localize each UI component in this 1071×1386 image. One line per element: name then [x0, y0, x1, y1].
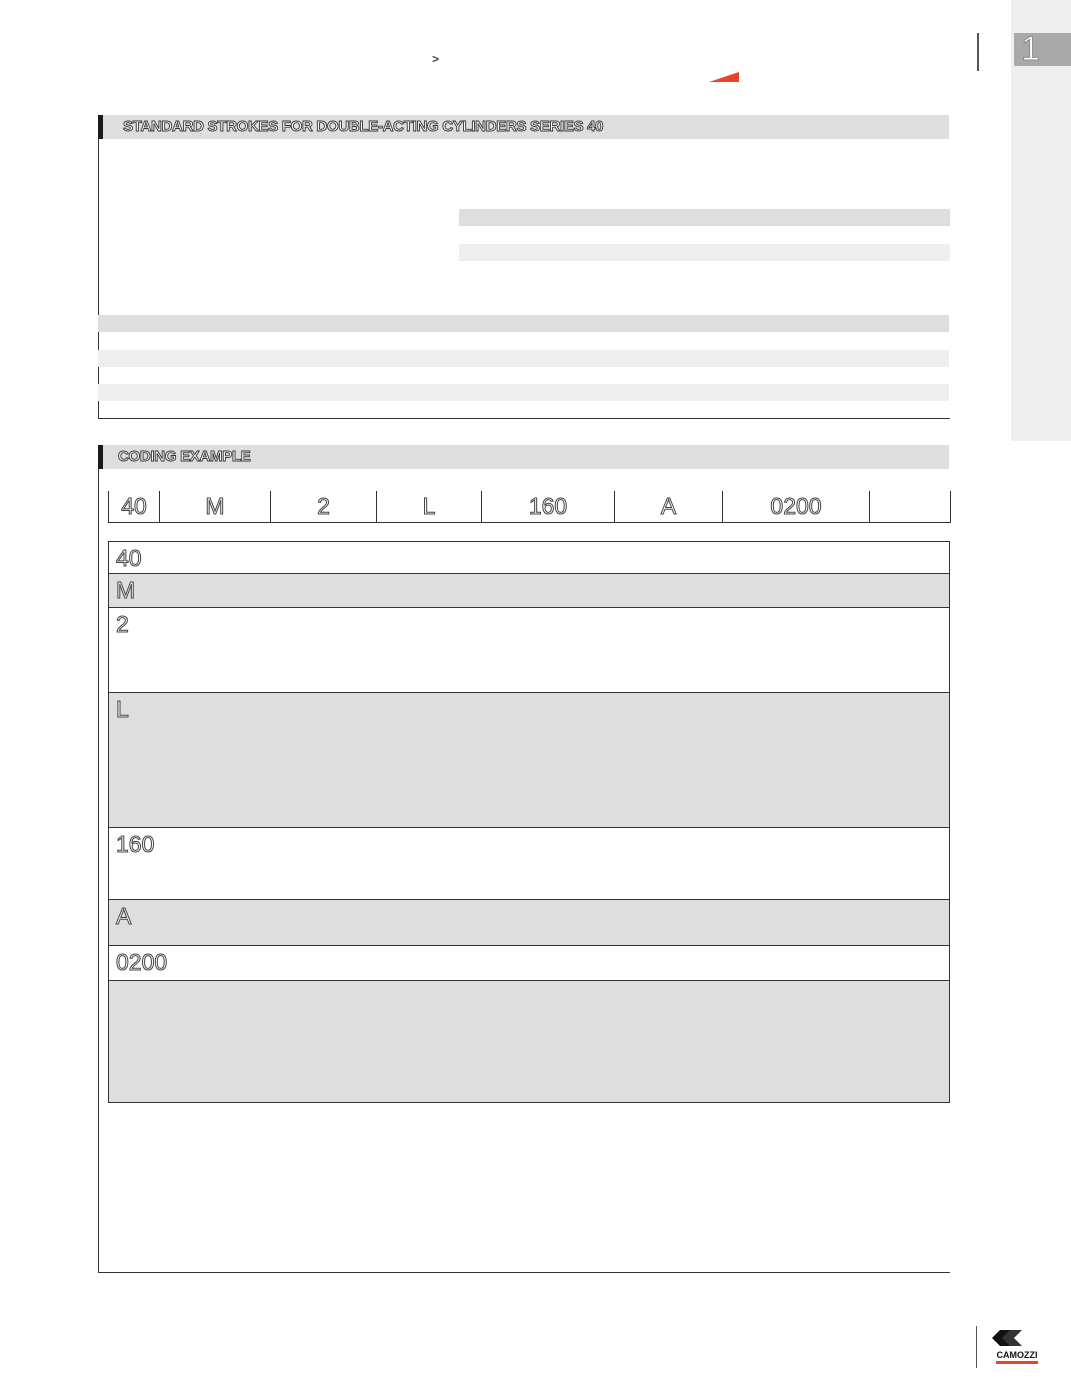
coding-row: [109, 693, 949, 828]
coding-explanation-table: [108, 541, 950, 1103]
strokes-wide-row-band-2: [98, 384, 949, 401]
logo-brand-text: CAMOZZI: [996, 1350, 1038, 1360]
code-cell-series: 40: [109, 491, 160, 522]
chapter-number: 1: [1021, 30, 1040, 68]
section-coding-marker: [98, 445, 103, 469]
strokes-wide-row-band-1: [98, 350, 949, 367]
header-divider: [977, 33, 979, 71]
strokes-table-header-band: [459, 209, 950, 226]
coding-row-code: 0200: [116, 949, 168, 975]
strokes-frame-bottom: [98, 418, 950, 419]
strokes-frame-left: [98, 139, 99, 419]
coding-row: [109, 574, 949, 608]
coding-row-code: M: [116, 577, 136, 603]
code-cell-2: 2: [271, 491, 377, 522]
coding-row: [109, 900, 949, 946]
strokes-wide-header-band: [98, 315, 949, 332]
camozzi-logo: [976, 1326, 1038, 1371]
section-coding-title: CODING EXAMPLE: [118, 448, 251, 465]
coding-row: [109, 981, 949, 1102]
code-cell-l: L: [377, 491, 482, 522]
code-cell-m: M: [160, 491, 271, 522]
coding-row: [109, 608, 949, 693]
coding-row: [109, 542, 949, 574]
section-strokes-title: STANDARD STROKES FOR DOUBLE-ACTING CYLINDERS SERIES 40: [123, 118, 604, 135]
code-cell-stroke: 0200: [723, 491, 870, 522]
coding-row-code: 40: [116, 545, 142, 571]
coding-row: [109, 828, 949, 900]
section-strokes-marker: [98, 115, 103, 139]
coding-row-code: L: [116, 696, 129, 722]
coding-row-code: 2: [116, 611, 129, 637]
code-cell-a: A: [615, 491, 723, 522]
coding-frame-bottom: [98, 1272, 950, 1273]
coding-row-code: 160: [116, 831, 155, 857]
coding-row: [109, 946, 949, 981]
accent-triangle-icon: [709, 72, 739, 82]
code-cell-bore: 160: [482, 491, 615, 522]
coding-example-strip: [108, 491, 951, 523]
breadcrumb-chevron-icon: >: [432, 52, 440, 66]
strokes-table-row-band: [459, 244, 950, 261]
coding-row-code: A: [116, 903, 132, 929]
code-cell-extra: [870, 491, 951, 522]
coding-frame-left: [98, 469, 99, 1273]
page-side-tab: [1011, 0, 1071, 441]
